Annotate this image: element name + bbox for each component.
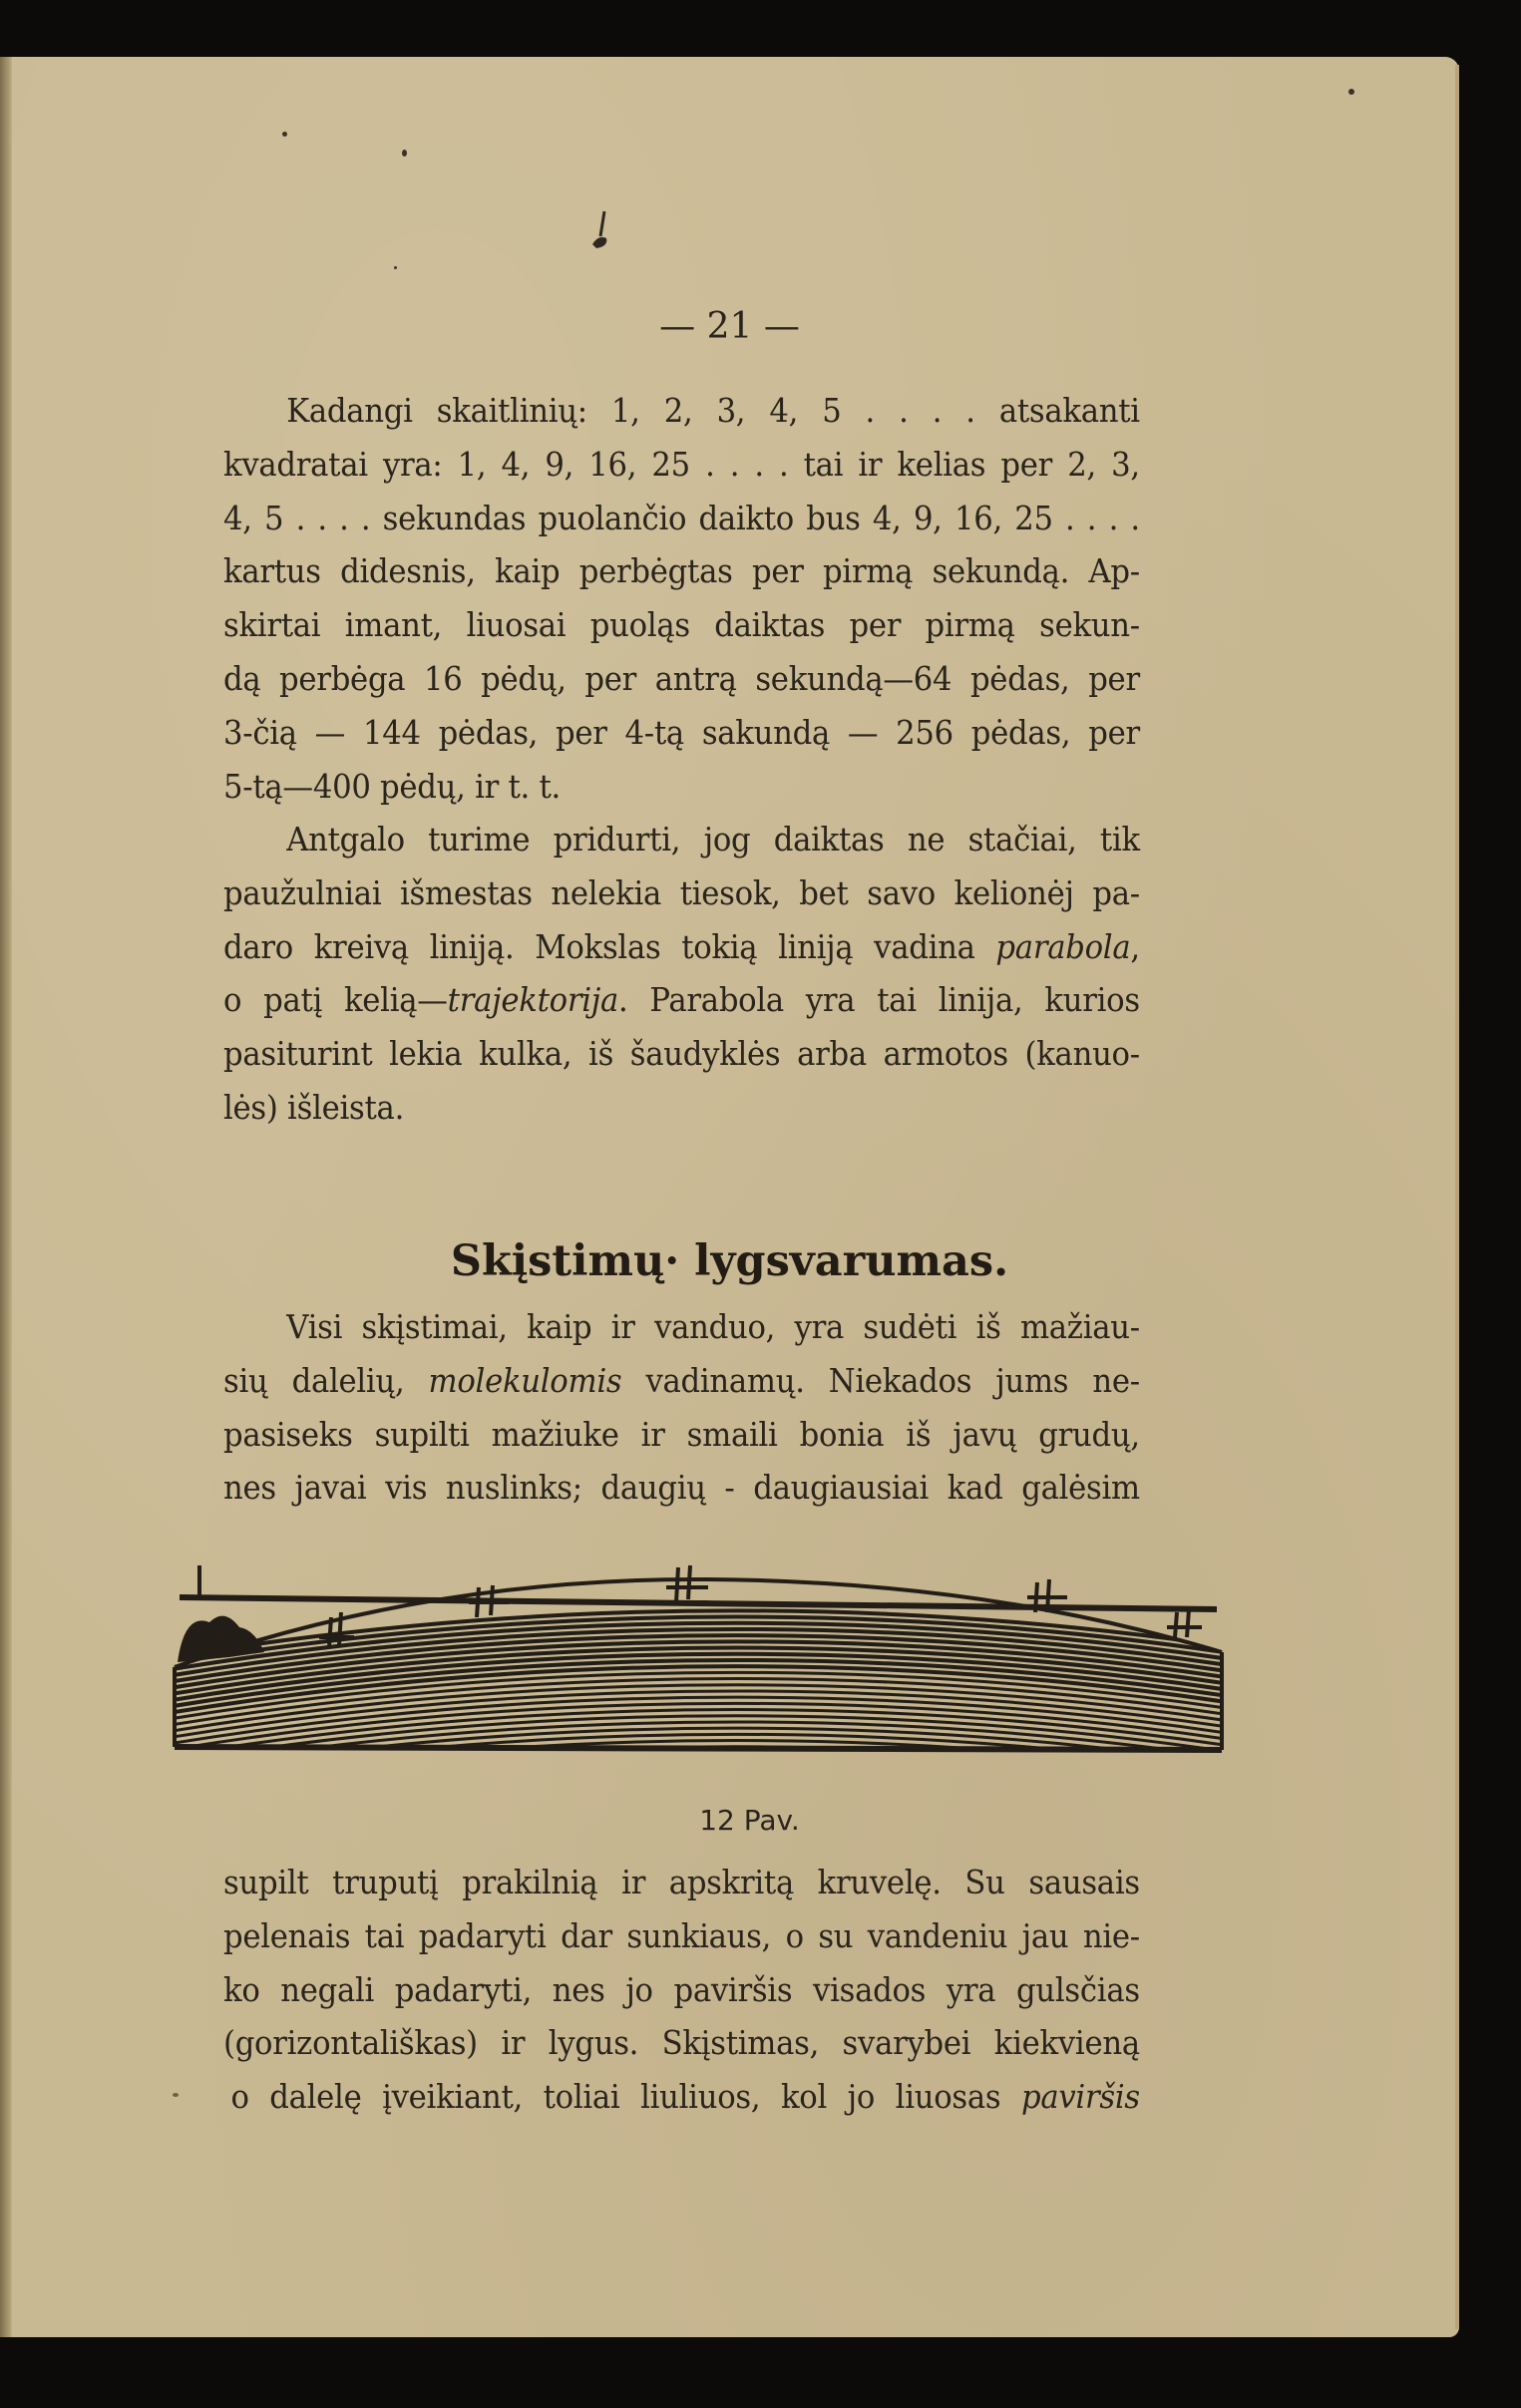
text-line: supilt truputį prakilnią ir apskritą kruvelę. Su sausais	[223, 1863, 1140, 1901]
italic-term: trajektorija	[447, 980, 619, 1020]
paper-speck	[394, 266, 397, 269]
figure-caption: 12 Pav.	[699, 1804, 800, 1837]
italic-term: parabola	[995, 926, 1131, 966]
italic-term: paviršis	[1020, 2077, 1140, 2117]
text-line: pasiturint lekia kulka, iš šaudyklės arba armotos (kanuo-	[223, 1034, 1140, 1074]
section-heading: Skįstimų· lygsvarumas.	[450, 1236, 1009, 1286]
page-number: — 21 —	[659, 306, 800, 347]
paper-speck	[1348, 89, 1354, 95]
text-line: daro kreivą liniją. Mokslas tokią liniją vadina parabola,	[223, 926, 1140, 966]
text-line: (gorizontališkas) ir lygus. Skįstimas, svarybei kiekvieną	[223, 2023, 1140, 2063]
book-page	[0, 57, 1459, 2337]
text-line: nes javai vis nuslinks; daugių - daugiausiai kad galėsim	[223, 1468, 1140, 1508]
mound-base-line	[175, 1747, 1222, 1750]
paragraph-text	[223, 1300, 1140, 1515]
text-line: dą perbėga 16 pėdų, per antrą sekundą—64 pėdas, per	[223, 658, 1140, 698]
text-line: pelenais tai padaryti dar sunkiaus, o su vandeniu jau nie-	[223, 1915, 1140, 1955]
page-edge	[1455, 65, 1459, 2329]
paragraph-text	[223, 384, 1140, 813]
hatch-line	[170, 1753, 1232, 1767]
ink-mark-icon	[586, 206, 616, 266]
text-line: 5-tą—400 pėdų, ir t. t.	[223, 766, 562, 806]
paragraph-text	[223, 1856, 1140, 2124]
text-line: kartus didesnis, kaip perbėgtas per pirmą sekundą. Ap-	[223, 551, 1140, 591]
text-line: Kadangi skaitlinių: 1, 2, 3, 4, 5 . . . . atsakanti	[286, 391, 1140, 430]
text-line: ko negali padaryti, nes jo paviršis visados yra gulsčias	[223, 1969, 1140, 2009]
text-line: 4, 5 . . . . sekundas puolančio daikto bus 4, 9, 16, 25 . . . .	[223, 498, 1140, 537]
text-line: 3-čią — 144 pėdas, per 4-tą sakundą — 256 pėdas, per	[223, 712, 1140, 752]
hatch-line	[170, 1765, 1232, 1767]
text-line: kvadratai yra: 1, 4, 9, 16, 25 . . . . tai ir kelias per 2, 3,	[223, 444, 1140, 484]
text-line: skirtai imant, liuosai puoląs daiktas per pirmą sekun-	[223, 605, 1140, 645]
text-line: sių dalelių, molekulomis vadinamų. Niekados jums ne-	[223, 1360, 1140, 1400]
paper-speck	[402, 150, 407, 157]
text-line: Visi skįstimai, kaip ir vanduo, yra sudėti iš mažiau-	[286, 1307, 1140, 1346]
text-line: Antgalo turime pridurti, jog daiktas ne stačiai, tik	[286, 820, 1140, 859]
italic-term: molekulomis	[428, 1360, 622, 1400]
figure-grain-mound-illustration	[170, 1557, 1232, 1767]
paragraph-text	[223, 813, 1140, 1135]
hatch-line	[170, 1759, 1232, 1767]
text-line: o patį kelią—trajektorija. Parabola yra tai linija, kurios	[223, 980, 1140, 1020]
paper-speck	[173, 2093, 179, 2097]
text-line: paužulniai išmestas nelekia tiesok, bet savo kelionėj pa-	[223, 872, 1140, 912]
text-line: o dalelę įveikiant, toliai liuliuos, kol jo liuosas paviršis	[230, 2077, 1140, 2117]
text-line: pasiseks supilti mažiuke ir smaili bonia iš javų grudų,	[223, 1414, 1140, 1454]
text-line: lės) išleista.	[223, 1087, 405, 1127]
paper-speck	[282, 132, 287, 137]
page-spine-shadow	[0, 57, 12, 2337]
